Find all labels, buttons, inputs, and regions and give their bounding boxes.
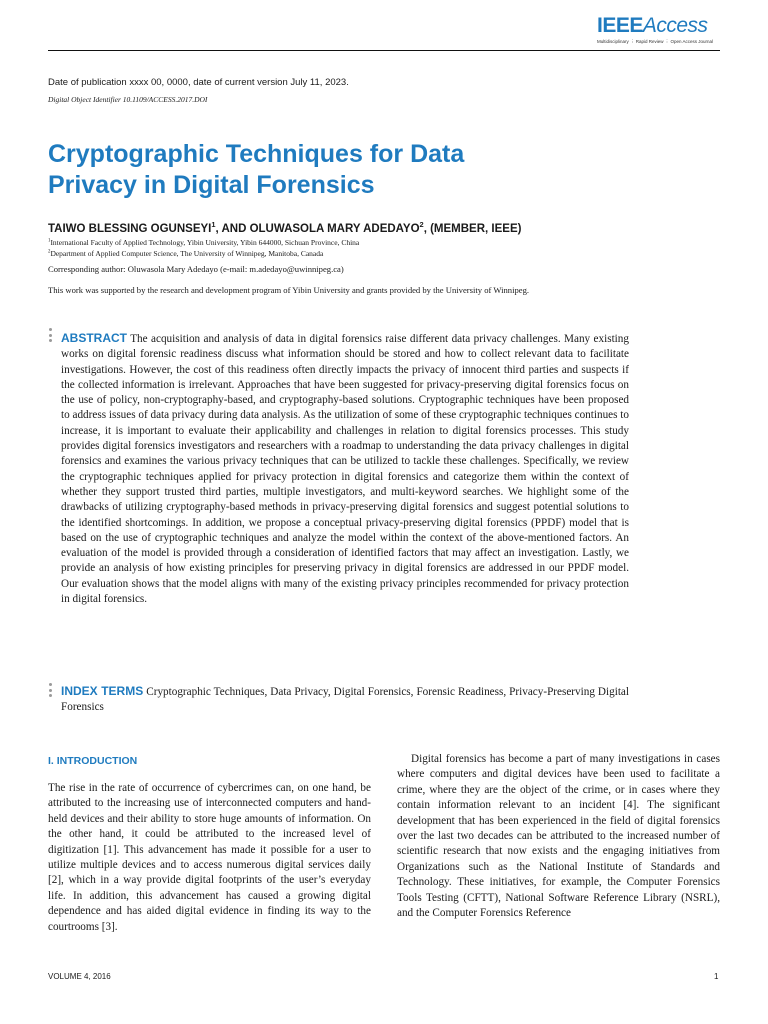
abstract-label: ABSTRACT <box>61 331 127 345</box>
title-line-1: Cryptographic Techniques for Data <box>48 140 465 168</box>
title-line-2: Privacy in Digital Forensics <box>48 171 375 199</box>
affiliation-1-text: International Faculty of Applied Technology, Yibin University, Yibin 644000, Sichuan Province, China <box>50 238 360 247</box>
index-terms-marker-dots <box>49 683 53 700</box>
paragraph: The rise in the rate of occurrence of cybercrimes can, on one hand, be attributed to the increasing use of interconnected computers and hand-held devices and their ability to store huge amounts of information. On the other hand, it could be attributed to the increased level of digitization [1]. This advancement has made it possible for a user to utilize multiple devices and to access numerous digital services daily [2], which in a way provide digital footprints of the user’s everyday life. In addition, this advancement has caused a growing digital dependence and has aided digital evidence in finding its way to the courtrooms [3]. <box>48 782 371 933</box>
author-1-affiliation-mark: 1 <box>211 220 216 230</box>
logo-word: Access <box>642 14 708 37</box>
index-terms <box>61 684 629 716</box>
corresponding-author: Corresponding author: Oluwasola Mary Adedayo (e-mail: m.adedayo@uwinnipeg.ca) <box>48 264 344 274</box>
abstract-text: The acquisition and analysis of data in digital forensics raise different data privacy challenges. Many existing works on digital forensic readiness discuss what information should be stored and how to collect relevant data to facilitate investigations. However, the cost of this readiness often directly impacts the privacy of innocent third parties and suspects if the collected information is irrelevant. Approaches that have been suggested for privacy-preserving digital forensics focus on the use of policy, non-cryptography-based, and cryptography-based solutions. Cryptographic techniques have been proposed to address issues of data privacy during data analysis. As the utilization of some of these cryptographic techniques continues to increase, it is important to evaluate their applicability and challenges in relation to digital forensics processes. This study provides digital forensics investigators and researchers with a roadmap to understanding the data privacy challenges in digital forensics and examines the various privacy techniques that can be utilized to tackle these challenges. Specifically, we review the cryptographic techniques applied for privacy protection in digital forensics and categorize them within the context of whether they support trusted third parties, multiple investigators, and multi-keyword searches. We highlight some of the drawbacks of utilizing cryptography-based methods in privacy-preserving digital forensics and suggest potential solutions to the identified shortcomings. In addition, we propose a conceptual privacy-preserving digital forensics (PPDF) model that is based on the use of cryptographic techniques and analyze the model within the context of the above-mentioned factors. An evaluation of the model is provided through a consideration of identified factors that may affect an investigation. Lastly, we provide an analysis of how existing principles for preserving privacy in digital forensics are addressed in our PPDF model. Our evaluation shows that the model aligns with many of the existing privacy principles recommended for privacy protection in digital forensics. <box>61 333 629 606</box>
author-suffix: , (MEMBER, IEEE) <box>423 223 522 235</box>
publication-date-line: Date of publication xxxx 00, 0000, date of current version July 11, 2023. <box>48 77 349 88</box>
footer-page-number: 1 <box>714 972 719 981</box>
author-joiner: , AND OLUWASOLA MARY ADEDAYO <box>215 223 420 235</box>
body-column-left <box>48 781 371 935</box>
logo-tagline: Multidisciplinary ⋮ Rapid Review ⋮ Open Access Journal <box>597 39 714 44</box>
footer-volume: VOLUME 4, 2016 <box>48 972 111 981</box>
affiliation-2 <box>48 249 323 258</box>
affiliation-2-number: 2 <box>48 249 51 255</box>
journal-logo <box>597 14 720 50</box>
affiliation-2-text: Department of Applied Computer Science, The University of Winnipeg, Manitoba, Canada <box>50 249 324 258</box>
paragraph: Digital forensics has become a part of many investigations in cases where computers and digital devices have been used to facilitate a crime, where they are the object of the crime, or in cases where they contain information relevant to an incident [4]. The significant development that has been experienced in the field of digital forensics over the last two decades can be attributed to the increased number of scientific research that now exists and the engaging initiatives from Organizations such as the National Institute of Standards and Technology. These initiatives, for example, the Computer Forensics Tools Testing (CFTT), National Software Reference Library (NSRL), and the Computer Forensics Reference <box>397 753 720 920</box>
index-terms-text: Cryptographic Techniques, Data Privacy, Digital Forensics, Forensic Readiness, Privacy-Preserving Digital Forensics <box>61 686 629 714</box>
body-column-right <box>397 752 720 921</box>
affiliation-1 <box>48 238 359 247</box>
abstract-marker-dots <box>49 328 53 345</box>
section-heading-introduction: I. INTRODUCTION <box>48 755 138 767</box>
index-terms-label: INDEX TERMS <box>61 684 144 698</box>
author-1: TAIWO BLESSING OGUNSEYI <box>48 223 212 235</box>
abstract <box>61 331 629 607</box>
funding-statement: This work was supported by the research and development program of Yibin University and grants provided by the University of Winnipeg. <box>48 285 530 295</box>
author-line <box>48 220 522 235</box>
logo-brand: IEEE <box>597 14 643 37</box>
affiliation-1-number: 1 <box>48 238 51 244</box>
paper-title <box>48 139 608 201</box>
doi-line: Digital Object Identifier 10.1109/ACCESS.2017.DOI <box>48 95 208 104</box>
author-2-affiliation-mark: 2 <box>419 220 424 230</box>
header-rule <box>48 50 720 51</box>
